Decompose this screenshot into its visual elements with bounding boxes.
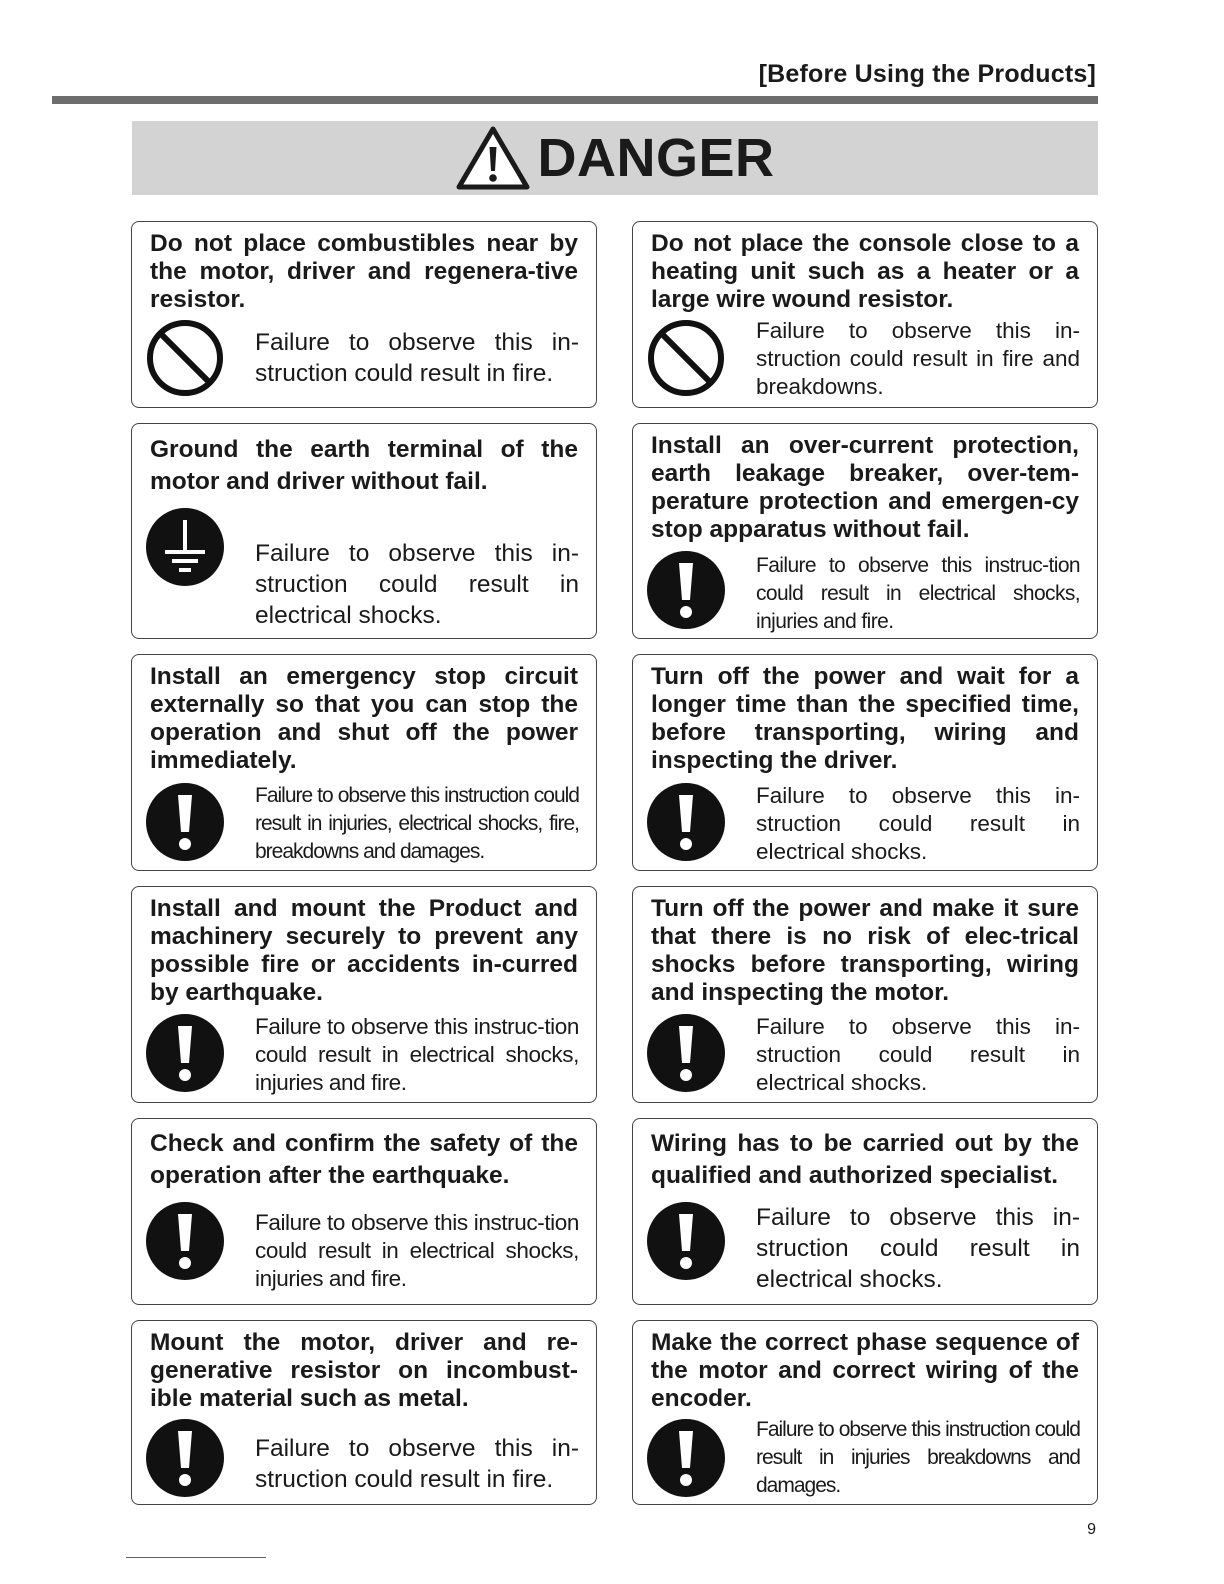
prohibition-icon xyxy=(646,318,726,398)
exclamation-icon xyxy=(646,1201,726,1281)
warning-box-1 xyxy=(131,221,597,408)
danger-label: DANGER xyxy=(537,128,775,188)
warning-title: Make the correct phase sequence of the motor and correct wiring of the encoder. xyxy=(651,1329,1079,1412)
warning-box-11 xyxy=(131,1320,597,1505)
warning-box-8 xyxy=(632,886,1098,1103)
warning-body: Failure to observe this in-struction could result in electrical shocks. xyxy=(255,540,579,629)
warning-title: Install and mount the Product and machinery securely to prevent any possible fire or accidents in-curred by earthquake. xyxy=(150,895,578,1006)
warning-body: Failure to observe this in-struction could result in electrical shocks. xyxy=(756,783,1080,864)
warning-title: Mount the motor, driver and re-generative resistor on incombust-ible material such as metal. xyxy=(150,1329,578,1412)
warning-body: Failure to observe this instruc-tion could result in electrical shocks, injuries and fire. xyxy=(756,554,1080,633)
section-title: [Before Using the Products] xyxy=(758,60,1096,88)
exclamation-icon xyxy=(646,782,726,862)
warning-body: Failure to observe this in-struction could result in fire and breakdowns. xyxy=(756,318,1080,399)
warning-title: Turn off the power and make it sure that there is no risk of elec-trical shocks before transporting, wiring and inspecting the motor. xyxy=(651,895,1079,1006)
warning-box-4 xyxy=(632,423,1098,639)
warning-body: Failure to observe this instruction could result in injuries, electrical shocks, fire, breakdowns and damages. xyxy=(255,784,579,863)
warning-title: Wiring has to be carried out by the qualified and authorized specialist. xyxy=(651,1130,1079,1189)
warning-box-2 xyxy=(632,221,1098,408)
warning-body: Failure to observe this in-struction could result in fire. xyxy=(255,1435,579,1493)
exclamation-icon xyxy=(145,1201,225,1281)
warning-box-12 xyxy=(632,1320,1098,1505)
danger-banner xyxy=(132,121,1098,195)
exclamation-icon xyxy=(145,1418,225,1498)
exclamation-icon xyxy=(646,550,726,630)
warning-title: Check and confirm the safety of the operation after the earthquake. xyxy=(150,1130,578,1189)
exclamation-icon xyxy=(646,1013,726,1093)
warning-title: Install an over-current protection, earth leakage breaker, over-tem-perature protection and emergen-cy stop apparatus without fail. xyxy=(651,432,1079,543)
warning-box-10 xyxy=(632,1118,1098,1305)
warning-title: Ground the earth terminal of the motor and driver without fail. xyxy=(150,436,578,495)
warning-body: Failure to observe this in-struction could result in fire. xyxy=(255,329,579,387)
warning-body: Failure to observe this instruc-tion could result in electrical shocks, injuries and fire. xyxy=(255,1014,579,1095)
exclamation-icon xyxy=(646,1418,726,1498)
exclamation-icon xyxy=(145,782,225,862)
warning-box-9 xyxy=(131,1118,597,1305)
warning-box-7 xyxy=(131,886,597,1103)
warning-title: Do not place combustibles near by the motor, driver and regenera-tive resistor. xyxy=(150,230,578,313)
warning-box-5 xyxy=(131,654,597,871)
warning-box-3 xyxy=(131,423,597,639)
warning-title: Turn off the power and wait for a longer time than the specified time, before transporting, wiring and inspecting the driver. xyxy=(651,663,1079,774)
warning-title: Do not place the console close to a heating unit such as a heater or a large wire wound resistor. xyxy=(651,230,1079,313)
footer-line xyxy=(126,1557,266,1558)
warning-title: Install an emergency stop circuit externally so that you can stop the operation and shut off the power immediately. xyxy=(150,663,578,774)
header-rule xyxy=(52,96,1098,104)
warning-box-6 xyxy=(632,654,1098,871)
warning-body: Failure to observe this instruc-tion could result in electrical shocks, injuries and fire. xyxy=(255,1210,579,1291)
warning-body: Failure to observe this instruction could result in injuries breakdowns and damages. xyxy=(756,1418,1080,1497)
warning-body: Failure to observe this in-struction could result in electrical shocks. xyxy=(756,1014,1080,1095)
exclamation-icon xyxy=(145,1013,225,1093)
ground-icon xyxy=(145,507,225,587)
page-number: 9 xyxy=(1087,1521,1096,1538)
warning-body: Failure to observe this in-struction could result in electrical shocks. xyxy=(756,1204,1080,1293)
warning-triangle-icon xyxy=(455,125,531,191)
prohibition-icon xyxy=(145,318,225,398)
